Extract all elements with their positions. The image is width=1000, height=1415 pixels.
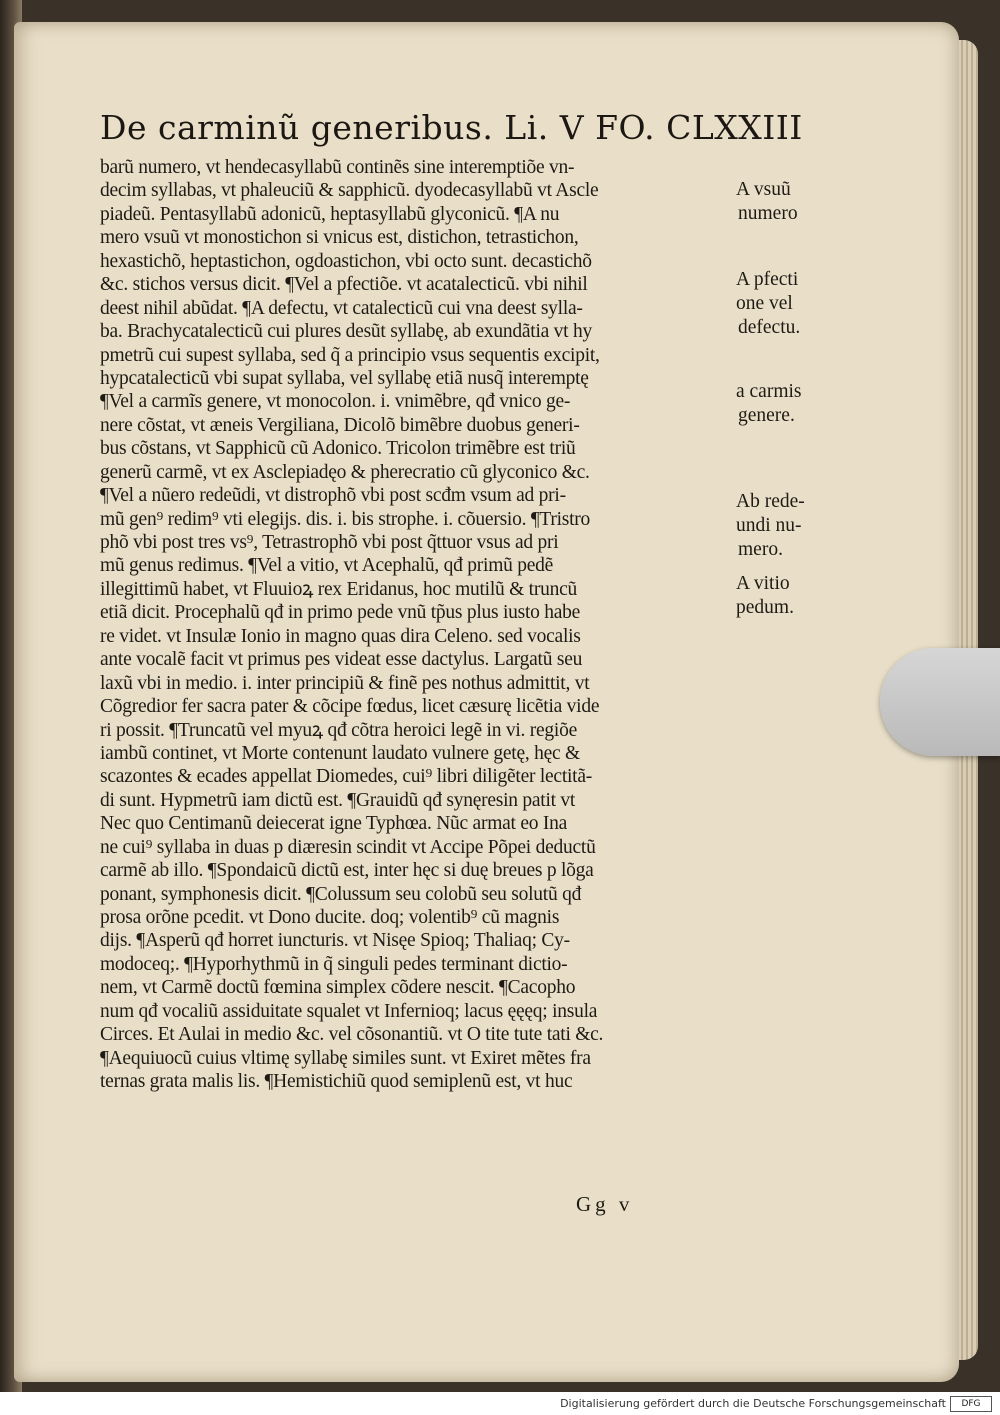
- text-line: phõ vbi post tres vs⁹, Tetrastrophõ vbi post q̃ttuor vsus ad pri: [100, 532, 559, 553]
- text-line: num qđ vocaliũ assiduitate squalet vt Infernioq; lacus ęęęq; insula: [100, 1000, 598, 1022]
- marginal-note: numero: [738, 203, 798, 224]
- marginal-note: Ab rede-: [736, 491, 805, 512]
- text-line: generũ carmẽ, vt ex Asclepiadęo & pherecratio cũ glyconico &c.: [100, 461, 590, 483]
- footer-credit: Digitalisierung gefördert durch die Deutsche Forschungsgemeinschaft: [560, 1397, 946, 1410]
- text-line: ¶Aequiuocũ cuius vltimę syllabę similes sunt. vt Exiret mẽtes fra: [100, 1047, 591, 1069]
- text-line: mũ gen⁹ redim⁹ vti elegijs. dis. i. bis strophe. i. cõuersio. ¶Tristro: [100, 508, 591, 530]
- text-line: &c. stichos versus dicit. ¶Vel a pfectiõe. vt acatalecticũ. vbi nihil: [100, 274, 588, 296]
- text-line: ante vocalẽ facit vt primus pes videat esse dactylus. Largatũ seu: [100, 649, 583, 671]
- text-line: Nec quo Centimanũ deiecerat igne Typhœa. Nũc armat eo Ina: [100, 813, 568, 835]
- marginal-note: A vitio: [736, 573, 790, 594]
- text-line: iambũ continet, vt Morte contenunt laudato vulnere getę, hęc &: [100, 742, 580, 764]
- text-line: laxũ vbi in medio. i. inter principiũ & finẽ pes nothus admittit, vt: [100, 672, 590, 694]
- text-line: ¶Vel a nũero redeũdi, vt distrophõ vbi post scđm vsum ad pri-: [100, 485, 566, 507]
- text-line: ¶Vel a carmĩs genere, vt monocolon. i. vnimẽbre, qđ vnico ge-: [100, 391, 571, 413]
- text-line: re videt. vt Insulæ Ionio in magno quas dira Celeno. sed vocalis: [100, 625, 581, 647]
- text-line: pmetrũ cui supest syllaba, sed q̃ a principio vsus sequentis excipit,: [100, 344, 600, 366]
- text-line: deest nihil abũdat. ¶A defectu, vt catalecticũ cui vna deest sylla-: [100, 297, 583, 319]
- running-head: De carminũ generibus. Li. V FO. CLXXIII: [100, 108, 803, 147]
- text-line: decim syllabas, vt phaleuciũ & sapphicũ. dyodecasyllabũ vt Ascle: [100, 180, 599, 202]
- text-line: Circes. Et Aulai in medio &c. vel cõsonantiũ. vt O tite tute tati &c.: [100, 1024, 604, 1046]
- text-line: ponant, symphonesis dicit. ¶Colussum seu colobũ seu solutũ qđ: [100, 883, 582, 905]
- text-line: di sunt. Hypmetrũ iam dictũ est. ¶Grauidũ qđ synęresin patit vt: [100, 789, 576, 811]
- text-line: hypcatalecticũ vbi supat syllaba, vel syllabę etiã nusq̃ interemptę: [100, 367, 589, 389]
- text-line: piadeũ. Pentasyllabũ adonicũ, heptasyllabũ glyconicũ. ¶A nu: [100, 203, 560, 225]
- text-line: mero vsuũ vt monostichon si vnicus est, distichon, tetrastichon,: [100, 227, 579, 249]
- text-line: hexastichõ, heptastichon, ogdoastichon, vbi octo sunt. decastichõ: [100, 250, 592, 272]
- text-line: prosa orõne pcedit. vt Dono ducite. doq; volentib⁹ cũ magnis: [100, 907, 560, 928]
- text-line: illegittimũ habet, vt Fluuioꝝ rex Eridanus, hoc mutilũ & truncũ: [100, 578, 577, 600]
- text-line: carmẽ ab illo. ¶Spondaicũ dictũ est, inter hęc si duę breues p lõga: [100, 860, 594, 882]
- text-line: ne cui⁹ syllaba in duas p diæresin scindit vt Accipe Põpei deductũ: [100, 836, 596, 858]
- marginal-note: A pfecti: [736, 269, 799, 290]
- text-line: scazontes & ecades appellat Diomedes, cui⁹ libri diligẽter lectitã-: [100, 766, 592, 788]
- marginal-note: mero.: [738, 539, 783, 560]
- marginal-note: A vsuũ: [736, 179, 791, 200]
- text-line: dijs. ¶Asperũ qđ horret iuncturis. vt Nisęe Spioq; Thaliaq; Cy-: [100, 930, 570, 952]
- text-line: ternas grata malis lis. ¶Hemistichiũ quod semiplenũ est, vt huc: [100, 1071, 573, 1093]
- text-line: nem, vt Carmẽ doctũ fœmina simplex cõdere nescit. ¶Cacopho: [100, 977, 576, 999]
- text-line: etiã dicit. Procephalũ qđ in primo pede vnũ tp̃us plus iusto habe: [100, 602, 581, 624]
- text-line: nere cõstat, vt æneis Vergiliana, Dicolõ bimẽbre duobus generi-: [100, 414, 580, 436]
- text-line: ri possit. ¶Truncatũ vel myuꝝ qđ cõtra heroici legẽ in vi. regiõe: [100, 719, 577, 741]
- text-line: mũ genus redimus. ¶Vel a vitio, vt Acephalũ, qđ primũ pedẽ: [100, 555, 554, 577]
- text-line: barũ numero, vt hendecasyllabũ continẽs sine interemptiõe vn-: [100, 157, 575, 178]
- page-clip: [880, 648, 1000, 756]
- marginal-note: defectu.: [738, 317, 801, 338]
- dfg-logo: DFG: [950, 1396, 992, 1412]
- signature-mark: Gg v: [576, 1192, 634, 1216]
- text-line: bus cõstans, vt Sapphicũ cũ Adonico. Tricolon trimẽbre est triũ: [100, 438, 576, 460]
- text-line: Cõgredior fer sacra pater & cõcipe fœdus, licet cæsurę licẽtia vide: [100, 696, 600, 718]
- body-text: [100, 156, 740, 1094]
- marginal-note: genere.: [738, 405, 795, 426]
- marginal-note: pedum.: [736, 597, 794, 618]
- marginal-note: undi nu-: [736, 515, 802, 536]
- text-line: modoceq;. ¶Hyporhythmũ in q̃ singuli pedes terminant dictio-: [100, 953, 568, 975]
- marginal-note: a carmis: [736, 381, 802, 402]
- text-line: ba. Brachycatalecticũ cui plures desũt syllabę, ab exundãtia vt hy: [100, 321, 592, 343]
- marginal-note: one vel: [736, 293, 793, 314]
